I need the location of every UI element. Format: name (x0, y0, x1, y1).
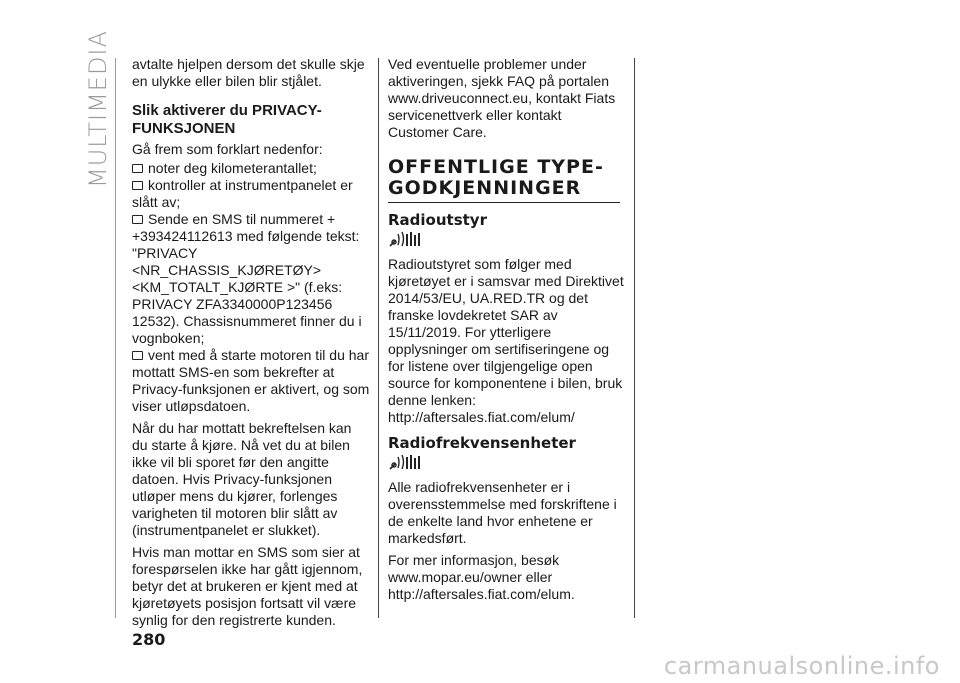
list-item: noter deg kilometerantallet; (132, 160, 370, 177)
paragraph: Når du har mottatt bekreftelsen kan du starte å kjøre. Nå vet du at bilen ikke vil bli sporet før den angitte datoen. Hvis Privacy-funksjonen utløper mens du kjører, forlenges varigheten til motoren blir slått av (instrumentpanelet er slukket). (132, 420, 352, 538)
privacy-heading: Slik aktiverer du PRIVACY-FUNKSJONEN (132, 102, 322, 137)
paragraph: For mer informasjon, besøk www.mopar.eu/owner eller http://aftersales.fiat.com/elum. (388, 552, 575, 602)
list-item: kontroller at instrumentpanelet er slått av; (132, 177, 353, 210)
list-item: vent med å starte motoren til du har mottatt SMS-en som bekrefter at Privacy-funksjonen er aktivert, og som viser utløpsdatoen. (132, 347, 370, 414)
subheading-radio: Radioutstyr (388, 211, 487, 229)
intro-text: avtalte hjelpen dersom det skulle skje en ulykke eller bilen blir stjålet. (132, 56, 365, 89)
checkbox-bullet-icon (132, 181, 143, 190)
watermark: carmanualsonline.info (663, 652, 940, 680)
section-heading: OFFENTLIGE TYPE-GODKJENNINGER (388, 157, 620, 203)
right-column (388, 56, 626, 608)
column-divider (378, 58, 379, 618)
radio-equipment-icon (388, 454, 626, 476)
checkbox-bullet-icon (132, 215, 143, 224)
checkbox-bullet-icon (132, 164, 143, 173)
list-item: Sende en SMS til nummeret + +393424112613 med følgende tekst: "PRIVACY <NR_CHASSIS_KJØRETØY> <KM_TOTALT_KJØRTE >" (f.eks: PRIVACY ZFA3340000P123456 12532). Chassisnummeret finner du i vognboken; (132, 211, 362, 346)
page-number: 280 (132, 630, 166, 649)
paragraph: Alle radiofrekvensenheter er i overensstemmelse med forskriftene i de enkelte land hvor enhetene er markedsført. (388, 479, 617, 546)
subheading-radiofrequency: Radiofrekvensenheter (388, 434, 576, 452)
checkbox-bullet-icon (132, 351, 143, 360)
paragraph: Radioutstyret som følger med kjøretøyet er i samsvar med Direktivet 2014/53/EU, UA.RED.TR og det franske lovdekretet SAR av 15/11/2019. For ytterligere opplysninger om sertifiseringene og for listene over tilgjengelige open source for komponentene i bilen, bruk denne lenken: http://aftersales.fiat.com/elum/ (388, 256, 624, 425)
side-divider (115, 58, 116, 618)
radio-equipment-icon (388, 231, 626, 253)
paragraph: Hvis man mottar en SMS som sier at forespørselen ikke har gått igjennom, betyr det at brukeren er kjent med at kjøretøyets posisjon fortsatt vil være synlig for den registrerte kunden. (132, 544, 363, 628)
section-side-label: MULTIMEDIA (84, 30, 112, 188)
lead-text: Gå frem som forklart nedenfor: (132, 141, 323, 157)
intro-text: Ved eventuelle problemer under aktiveringen, sjekk FAQ på portalen www.driveuconnect.eu, kontakt Fiats servicenettverk eller kontakt Customer Care. (388, 56, 616, 140)
left-column (132, 56, 370, 634)
column-divider-right (634, 58, 635, 618)
